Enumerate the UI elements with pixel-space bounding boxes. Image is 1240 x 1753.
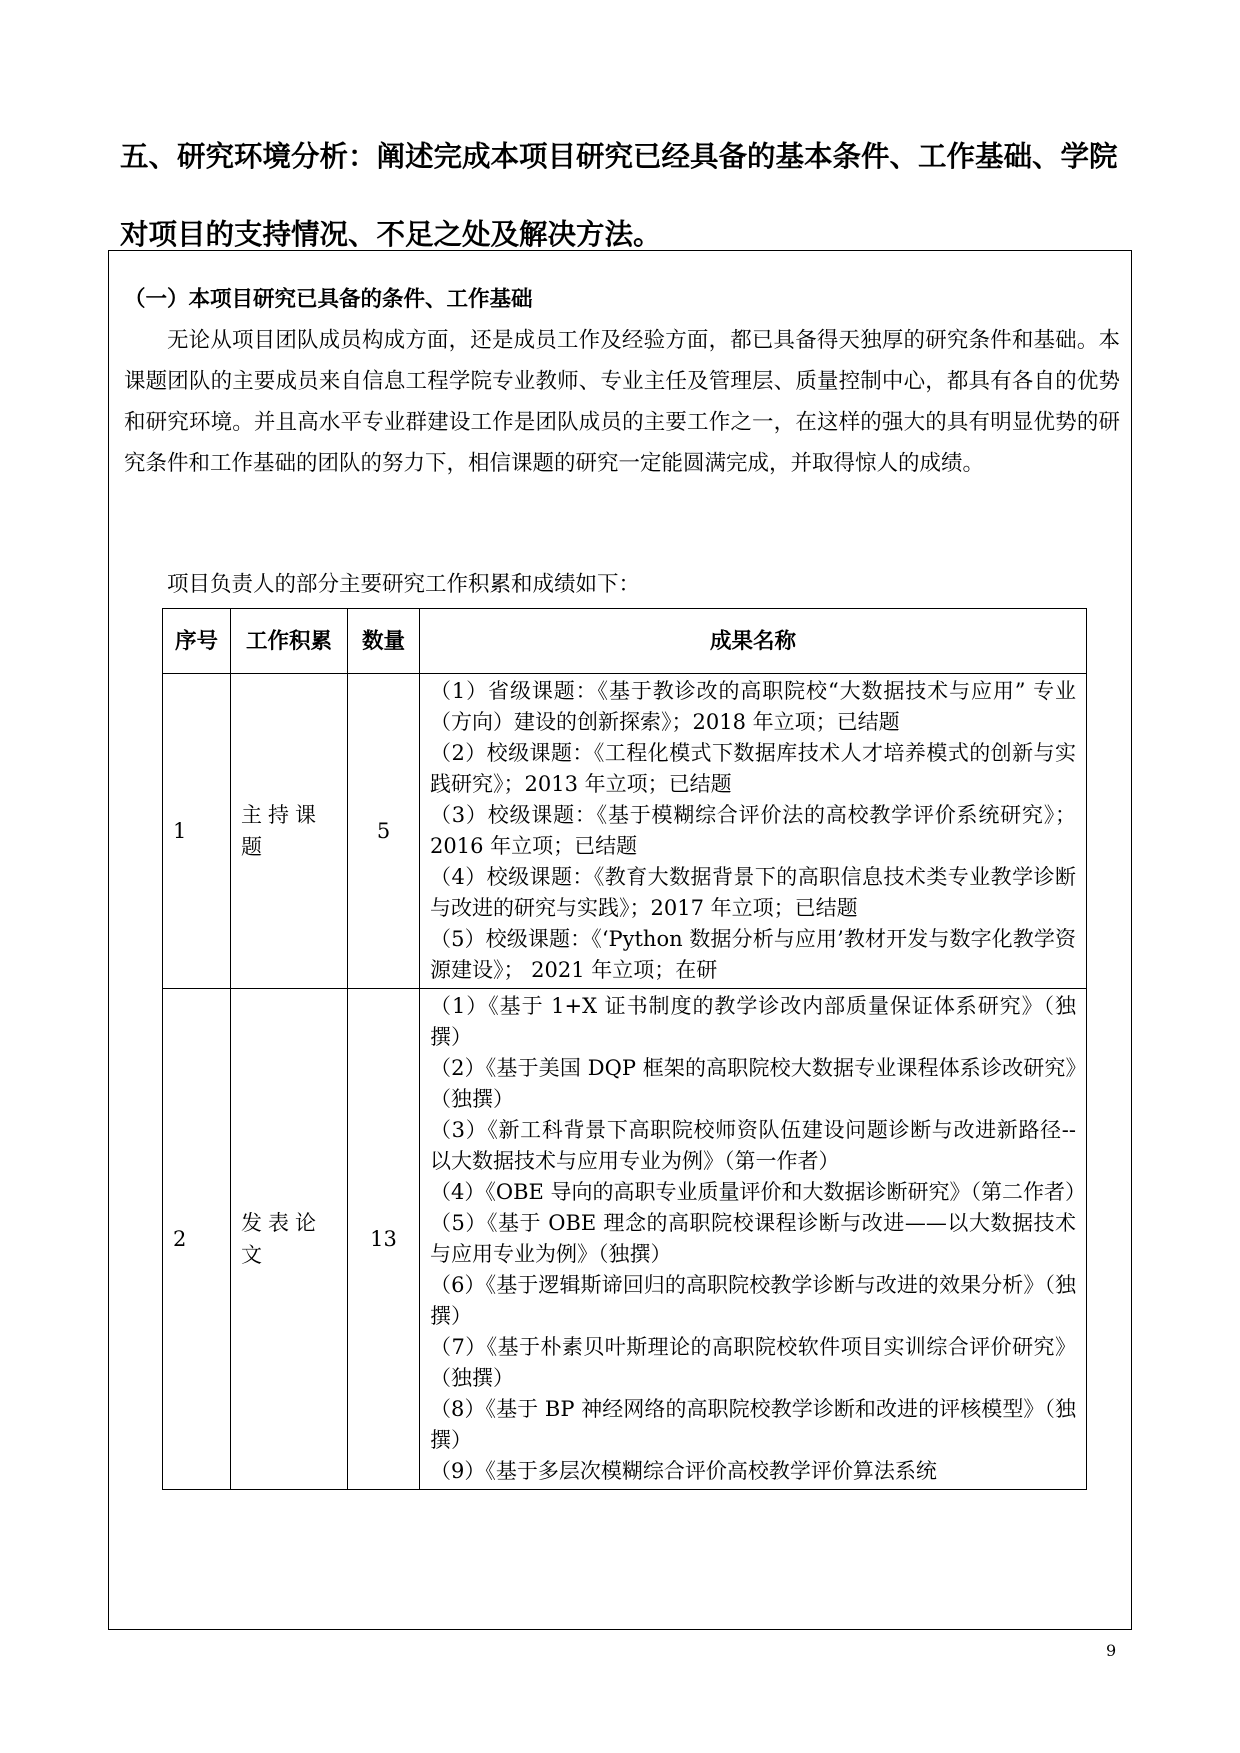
row-results	[420, 989, 1087, 1490]
result-item: （7）《基于朴素贝叶斯理论的高职院校软件项目实训综合评价研究》（独撰）	[430, 1335, 1076, 1390]
row-seq: 2	[163, 989, 231, 1490]
row-work-type: 发表论文	[231, 989, 348, 1490]
result-item: （5）校级课题：《‘Python 数据分析与应用’教材开发与数字化教学资源建设》； 2021 年立项；在研	[430, 927, 1076, 982]
result-item: （2）校级课题：《工程化模式下数据库技术人才培养模式的创新与实践研究》；2013 年立项；已结题	[430, 741, 1076, 796]
result-item: （6）《基于逻辑斯谛回归的高职院校教学诊断与改进的效果分析》（独撰）	[430, 1273, 1076, 1328]
subsection-heading: （一）本项目研究已具备的条件、工作基础	[124, 287, 533, 312]
result-item: （9）《基于多层次模糊综合评价高校教学评价算法系统	[430, 1459, 937, 1483]
result-item: （3）校级课题：《基于模糊综合评价法的高校教学评价系统研究》； 2016 年立项；已结题	[430, 803, 1076, 858]
result-item: （4）校级课题：《教育大数据背景下的高职信息技术类专业教学诊断与改进的研究与实践》；2017 年立项；已结题	[430, 865, 1076, 920]
result-item: （4）《OBE 导向的高职专业质量评价和大数据诊断研究》（第二作者）	[430, 1180, 1087, 1204]
table-header-row	[163, 609, 1087, 674]
page-number: 9	[1106, 1641, 1117, 1660]
row-results	[420, 674, 1087, 989]
table-row	[163, 989, 1087, 1490]
header-results: 成果名称	[420, 609, 1087, 674]
result-item: （1）《基于 1+X 证书制度的教学诊改内部质量保证体系研究》（独撰）	[430, 994, 1076, 1049]
result-item: （8）《基于 BP 神经网络的高职院校教学诊断和改进的评核模型》（独撰）	[430, 1397, 1076, 1452]
row-count: 5	[348, 674, 420, 989]
results-table	[162, 608, 1087, 1490]
row-work-type: 主持课题	[231, 674, 348, 989]
result-item: （2）《基于美国 DQP 框架的高职院校大数据专业课程体系诊改研究》（独撰）	[430, 1056, 1076, 1111]
result-item: （1）省级课题：《基于教诊改的高职院校“大数据技术与应用” 专业（方向）建设的创新探索》；2018 年立项；已结题	[430, 679, 1076, 734]
table-row	[163, 674, 1087, 989]
foundation-paragraph: 无论从项目团队成员构成方面，还是成员工作及经验方面，都已具备得天独厚的研究条件和基础。本课题团队的主要成员来自信息工程学院专业教师、专业主任及管理层、质量控制中心，都具有各自的优势和研究环境。并且高水平专业群建设工作是团队成员的主要工作之一，在这样的强大的具有明显优势的研究条件和工作基础的团队的努力下，相信课题的研究一定能圆满完成，并取得惊人的成绩。	[124, 328, 1120, 476]
table-intro: 项目负责人的部分主要研究工作积累和成绩如下：	[167, 572, 641, 597]
header-count: 数量	[348, 609, 420, 674]
section-heading: 五、研究环境分析：阐述完成本项目研究已经具备的基本条件、工作基础、学院对项目的支持情况、不足之处及解决方法。	[120, 140, 1118, 251]
row-seq: 1	[163, 674, 231, 989]
result-item: （3）《新工科背景下高职院校师资队伍建设问题诊断与改进新路径--以大数据技术与应用专业为例》（第一作者）	[430, 1118, 1076, 1173]
row-count: 13	[348, 989, 420, 1490]
result-item: （5）《基于 OBE 理念的高职院校课程诊断与改进——以大数据技术与应用专业为例》（独撰）	[430, 1211, 1076, 1266]
header-work: 工作积累	[231, 609, 348, 674]
header-seq: 序号	[163, 609, 231, 674]
